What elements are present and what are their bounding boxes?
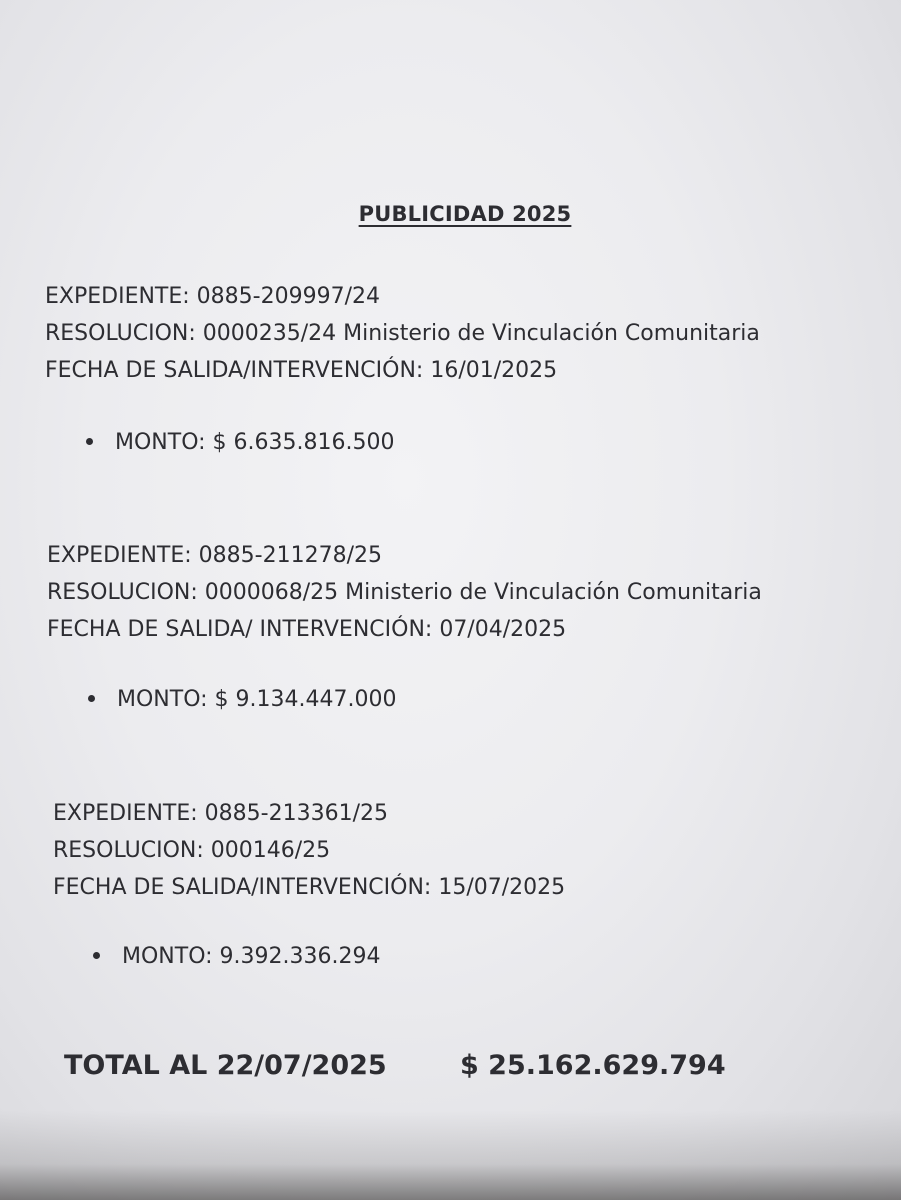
entry-3 xyxy=(53,795,565,906)
entry-2-expediente: EXPEDIENTE: 0885-211278/25 xyxy=(47,543,382,568)
entry-2 xyxy=(47,537,762,648)
entry-1-monto-row xyxy=(86,430,394,455)
entry-1-fecha: FECHA DE SALIDA/INTERVENCIÓN: 16/01/2025 xyxy=(45,358,558,383)
entry-2-fecha: FECHA DE SALIDA/ INTERVENCIÓN: 07/04/2025 xyxy=(47,617,567,642)
entry-3-resolucion: RESOLUCION: 000146/25 xyxy=(53,838,331,863)
total-value: $ 25.162.629.794 xyxy=(460,1050,726,1081)
entry-3-expediente: EXPEDIENTE: 0885-213361/25 xyxy=(53,801,388,826)
bullet-icon xyxy=(88,695,95,702)
entry-1-resolucion: RESOLUCION: 0000235/24 Ministerio de Vinculación Comunitaria xyxy=(45,321,760,346)
entry-1-expediente: EXPEDIENTE: 0885-209997/24 xyxy=(45,284,380,309)
entry-1-monto: MONTO: $ 6.635.816.500 xyxy=(115,430,395,455)
entry-3-monto: MONTO: 9.392.336.294 xyxy=(122,944,381,969)
document-title: PUBLICIDAD 2025 xyxy=(358,202,572,226)
entry-2-resolucion: RESOLUCION: 0000068/25 Ministerio de Vinculación Comunitaria xyxy=(47,580,762,605)
entry-2-monto-row xyxy=(88,687,396,712)
entry-3-monto-row xyxy=(93,944,380,969)
total-label: TOTAL AL 22/07/2025 xyxy=(64,1050,387,1081)
entry-3-fecha: FECHA DE SALIDA/INTERVENCIÓN: 15/07/2025 xyxy=(53,875,566,900)
bullet-icon xyxy=(93,952,100,959)
bullet-icon xyxy=(86,438,93,445)
entry-2-monto: MONTO: $ 9.134.447.000 xyxy=(117,687,397,712)
entry-1 xyxy=(45,278,760,389)
table-surface-shadow xyxy=(0,1110,901,1200)
